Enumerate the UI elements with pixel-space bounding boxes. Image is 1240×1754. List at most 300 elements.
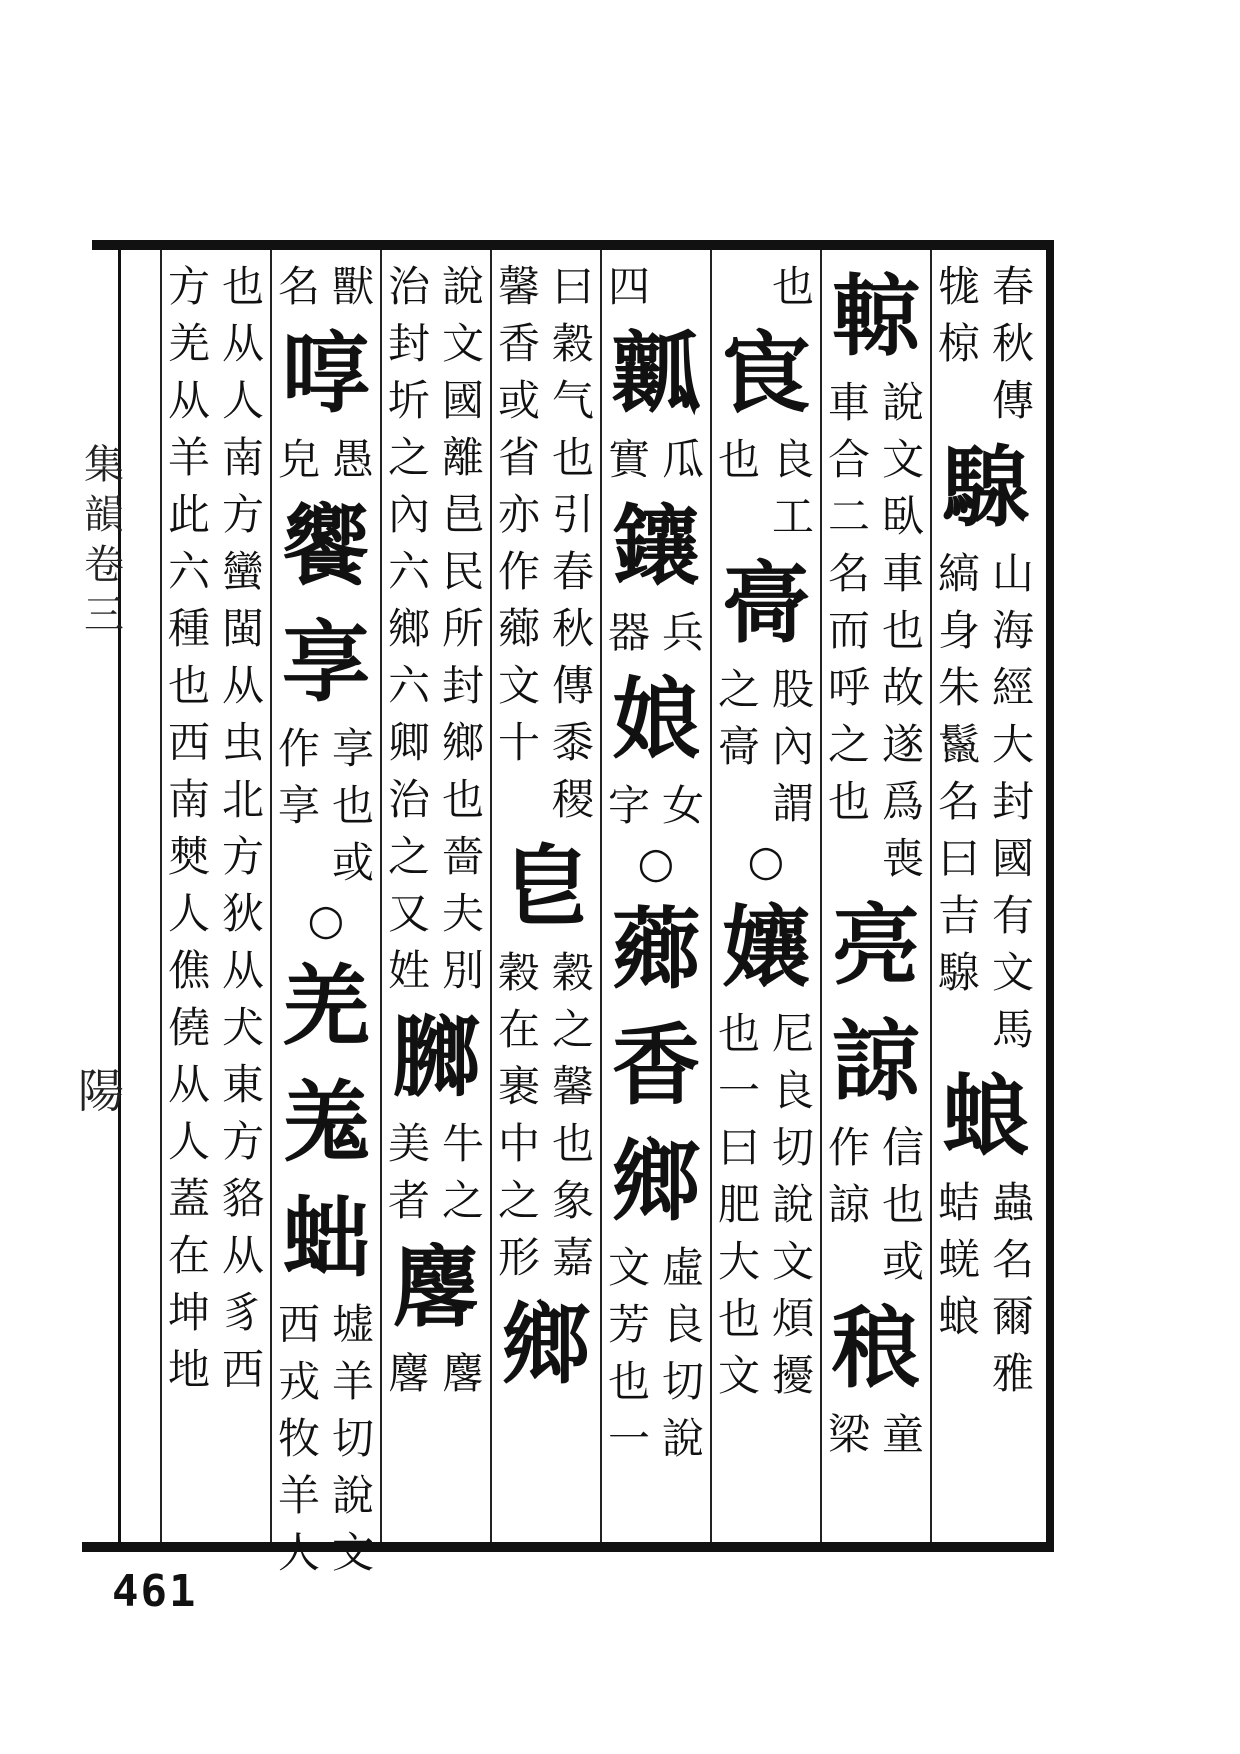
annotation-right-line	[546, 258, 600, 828]
annotation-character: 文	[331, 1528, 374, 1577]
head-character: 膷	[391, 1005, 480, 1109]
annotation-character: 之	[551, 1005, 594, 1054]
annotation-character: 羊	[331, 1357, 374, 1406]
margin-title	[84, 440, 124, 640]
annotation	[272, 1296, 380, 1581]
annotation-character: 蛣	[937, 1178, 980, 1227]
annotation-character: 皃	[277, 435, 320, 484]
annotation-right-line	[986, 258, 1040, 429]
annotation-right-line	[986, 545, 1040, 1058]
head-entry	[932, 429, 1040, 545]
annotation-character: 文	[497, 661, 540, 710]
annotation-left-line	[162, 258, 216, 1398]
annotation-character: 形	[497, 1233, 540, 1282]
annotation-character: 南	[221, 433, 264, 482]
annotation-right-line	[656, 604, 710, 661]
annotation	[602, 431, 710, 488]
head-character: 稂	[831, 1296, 920, 1400]
annotation-character: 煩	[771, 1294, 814, 1343]
annotation-character: 尼	[771, 1009, 814, 1058]
annotation-character: 閩	[221, 604, 264, 653]
head-entry	[822, 887, 930, 1119]
annotation-left-line	[932, 1174, 986, 1402]
annotation-character: 切	[331, 1414, 374, 1463]
annotation-character: 引	[551, 490, 594, 539]
annotation-left-line	[382, 258, 436, 999]
annotation-character: 字	[607, 781, 650, 830]
annotation-character: 說	[881, 378, 924, 427]
margin-title-character: 三	[84, 592, 124, 638]
annotation-character: 身	[937, 606, 980, 655]
annotation-character: 秋	[551, 604, 594, 653]
head-character: 孃	[721, 895, 810, 999]
annotation-character: 曰	[717, 1123, 760, 1172]
annotation-character: 文	[991, 948, 1034, 997]
text-column	[272, 258, 380, 1577]
annotation-character: 傳	[551, 661, 594, 710]
annotation-right-line	[876, 374, 930, 887]
annotation	[712, 1005, 820, 1404]
text-column	[932, 258, 1040, 1538]
annotation-character: 童	[881, 1410, 924, 1459]
annotation-character: 車	[827, 378, 870, 427]
head-character: 鄉	[611, 1129, 700, 1233]
annotation-left-line	[712, 1005, 766, 1404]
annotation-character: 朱	[937, 663, 980, 712]
annotation-character: 稷	[551, 775, 594, 824]
head-character: 亮	[831, 893, 920, 997]
head-character: 羌	[281, 954, 370, 1058]
annotation-character: 一	[717, 1066, 760, 1115]
annotation-left-line	[272, 431, 326, 488]
annotation-character: 也	[881, 1180, 924, 1229]
head-character: 羗	[281, 1070, 370, 1174]
head-character: 䖦	[281, 1186, 370, 1290]
margin-title-character: 集	[84, 442, 124, 488]
annotation-left-line	[602, 1239, 656, 1467]
annotation-character: 騡	[937, 948, 980, 997]
annotation-right-line	[766, 431, 820, 545]
annotation-character: 治	[387, 775, 430, 824]
annotation-character: 兵	[661, 608, 704, 657]
annotation-character: 文	[607, 1243, 650, 1292]
annotation-right-line	[656, 258, 710, 315]
annotation-character: 者	[387, 1176, 430, 1225]
margin-title-character: 卷	[84, 542, 124, 588]
annotation-character: 羊	[277, 1471, 320, 1520]
rhyme-group-marker: ○	[307, 895, 345, 944]
annotation-character: 薌	[497, 604, 540, 653]
annotation-character: 也	[551, 1119, 594, 1168]
annotation-character: 椋	[937, 319, 980, 368]
annotation	[382, 258, 490, 999]
annotation-character: 方	[221, 490, 264, 539]
annotation-left-line	[492, 258, 546, 828]
annotation	[382, 1115, 490, 1229]
annotation-character: 所	[441, 604, 484, 653]
annotation-character: 坤	[167, 1288, 210, 1337]
text-column	[382, 258, 490, 1538]
annotation-character: 也	[881, 606, 924, 655]
annotation-left-line	[602, 604, 656, 661]
annotation-character: 也	[441, 775, 484, 824]
annotation-character: 作	[277, 724, 320, 773]
annotation-character: 西	[277, 1300, 320, 1349]
annotation-character: 从	[221, 319, 264, 368]
annotation-character: 獸	[331, 262, 374, 311]
annotation-character: 二	[827, 492, 870, 541]
annotation-character: 省	[497, 433, 540, 482]
annotation-character: 之	[387, 433, 430, 482]
annotation-character: 也	[717, 1294, 760, 1343]
annotation-character: 別	[441, 946, 484, 995]
annotation-character: 臥	[881, 492, 924, 541]
annotation-character: 从	[221, 661, 264, 710]
annotation-left-line	[602, 258, 656, 315]
head-entry	[932, 1058, 1040, 1174]
annotation-character: 故	[881, 663, 924, 712]
annotation-character: 名	[991, 1235, 1034, 1284]
annotation-character: 遂	[881, 720, 924, 769]
head-entry	[712, 889, 820, 1005]
annotation	[272, 258, 380, 315]
annotation-character: 文	[441, 319, 484, 368]
annotation-character: 黍	[551, 718, 594, 767]
annotation-character: 在	[167, 1231, 210, 1280]
annotation-character: 羊	[167, 433, 210, 482]
annotation-character: 大	[991, 720, 1034, 769]
annotation-character: 馨	[497, 262, 540, 311]
annotation-character: 工	[771, 492, 814, 541]
head-entry	[712, 315, 820, 431]
text-column	[822, 258, 930, 1538]
annotation-left-line	[382, 1115, 436, 1229]
annotation-right-line	[766, 1005, 820, 1404]
annotation-character: 䯧	[717, 722, 760, 771]
annotation-character: 貉	[221, 1174, 264, 1223]
annotation-character: 股	[771, 665, 814, 714]
annotation-character: 器	[607, 608, 650, 657]
head-entry	[382, 999, 490, 1115]
annotation	[822, 1119, 930, 1290]
annotation-character: 在	[497, 1005, 540, 1054]
annotation-character: 國	[441, 376, 484, 425]
annotation-character: 作	[827, 1123, 870, 1172]
annotation-character: 呼	[827, 663, 870, 712]
annotation-character: 封	[441, 661, 484, 710]
annotation-character: 从	[167, 376, 210, 425]
head-character: 皀	[501, 834, 590, 938]
annotation-character: 墟	[331, 1300, 374, 1349]
annotation-character: 之	[717, 665, 760, 714]
annotation-right-line	[326, 431, 380, 488]
annotation-character: 人	[221, 376, 264, 425]
annotation-character: 民	[441, 547, 484, 596]
annotation-left-line	[932, 258, 986, 429]
rhyme-group-marker: ○	[747, 836, 785, 885]
annotation-character: 方	[167, 262, 210, 311]
annotation-character: 裹	[497, 1062, 540, 1111]
annotation-character: 良	[661, 1300, 704, 1349]
head-entry	[822, 258, 930, 374]
head-character: 薌	[611, 897, 700, 1001]
annotation-character: 嘉	[551, 1233, 594, 1282]
annotation-character: 象	[551, 1176, 594, 1225]
head-entry	[602, 891, 710, 1123]
annotation-character: 女	[661, 781, 704, 830]
head-entry	[272, 948, 380, 1296]
annotation	[272, 720, 380, 891]
annotation-character: 名	[937, 777, 980, 826]
annotation-character: 牛	[441, 1119, 484, 1168]
head-character: 鄉	[501, 1292, 590, 1396]
annotation-character: 卿	[387, 718, 430, 767]
annotation-character: 蜋	[937, 1292, 980, 1341]
annotation	[932, 545, 1040, 1058]
annotation-character: 而	[827, 606, 870, 655]
annotation-character: 享	[331, 724, 374, 773]
annotation-character: 瓜	[661, 435, 704, 484]
annotation	[162, 258, 270, 1398]
annotation-right-line	[656, 1239, 710, 1467]
annotation	[602, 258, 710, 315]
head-character: 娘	[611, 667, 700, 771]
annotation-character: 麐	[387, 1349, 430, 1398]
annotation-right-line	[216, 258, 270, 1398]
annotation-character: 縞	[937, 549, 980, 598]
annotation-character: 之	[497, 1176, 540, 1225]
text-column	[602, 258, 710, 1538]
head-entry	[712, 545, 820, 661]
annotation-character: 離	[441, 433, 484, 482]
annotation	[712, 258, 820, 315]
annotation-character: 虛	[661, 1243, 704, 1292]
head-character: 騡	[941, 435, 1030, 539]
head-character: 䯧	[721, 551, 810, 655]
annotation-character: 爲	[881, 777, 924, 826]
annotation-left-line	[272, 720, 326, 891]
annotation-character: 也	[221, 262, 264, 311]
annotation-character: 地	[167, 1345, 210, 1394]
annotation-character: 姓	[387, 946, 430, 995]
head-entry	[602, 1123, 710, 1239]
annotation-character: 之	[387, 832, 430, 881]
head-character: 啍	[281, 321, 370, 425]
annotation-character: 豸	[221, 1288, 264, 1337]
annotation-character: 人	[167, 1117, 210, 1166]
annotation-left-line	[822, 1119, 876, 1290]
annotation-character: 十	[497, 718, 540, 767]
annotation-right-line	[876, 1119, 930, 1290]
annotation-character: 也	[717, 1009, 760, 1058]
annotation-left-line	[712, 258, 766, 315]
annotation-right-line	[656, 777, 710, 834]
annotation-character: 享	[277, 781, 320, 830]
annotation-character: 治	[387, 262, 430, 311]
head-entry	[492, 828, 600, 944]
annotation-character: 車	[881, 549, 924, 598]
annotation-right-line	[436, 258, 490, 999]
annotation-character: 內	[387, 490, 430, 539]
annotation-character: 良	[771, 1066, 814, 1115]
annotation-character: 狄	[221, 889, 264, 938]
annotation-character: 名	[277, 262, 320, 311]
annotation-character: 圻	[387, 376, 430, 425]
annotation-left-line	[382, 1345, 436, 1402]
frame-bottom-border	[82, 1542, 1054, 1552]
annotation-character: 人	[277, 1528, 320, 1577]
annotation-character: 鬣	[937, 720, 980, 769]
annotation-character: 鄉	[387, 604, 430, 653]
annotation-character: 气	[551, 376, 594, 425]
annotation-character: 也	[167, 661, 210, 710]
annotation-character: 牻	[937, 262, 980, 311]
annotation-character: 曰	[937, 834, 980, 883]
annotation-character: 也	[331, 781, 374, 830]
head-character: 諒	[831, 1009, 920, 1113]
annotation-character: 梁	[827, 1410, 870, 1459]
annotation-character: 北	[221, 775, 264, 824]
head-entry	[602, 315, 710, 431]
annotation-character: 封	[387, 319, 430, 368]
annotation-character: 六	[167, 547, 210, 596]
annotation-character: 僬	[167, 946, 210, 995]
annotation-character: 切	[661, 1357, 704, 1406]
annotation-character: 說	[661, 1414, 704, 1463]
annotation-character: 說	[441, 262, 484, 311]
annotation-left-line	[822, 374, 876, 887]
annotation-character: 也	[551, 433, 594, 482]
head-character: 香	[611, 1013, 700, 1117]
annotation-left-line	[492, 944, 546, 1286]
annotation-character: 也	[771, 262, 814, 311]
annotation-character: 爾	[991, 1292, 1034, 1341]
annotation-character: 方	[221, 832, 264, 881]
annotation-character: 謂	[771, 779, 814, 828]
annotation-left-line	[932, 545, 986, 1058]
annotation-character: 吉	[937, 891, 980, 940]
annotation-character: 諒	[827, 1180, 870, 1229]
text-column	[712, 258, 820, 1538]
head-entry	[272, 488, 380, 720]
annotation-character: 嗇	[441, 832, 484, 881]
annotation-character: 說	[331, 1471, 374, 1520]
annotation-character: 有	[991, 891, 1034, 940]
annotation-character: 僥	[167, 1003, 210, 1052]
annotation-character: 虫	[221, 718, 264, 767]
annotation	[272, 431, 380, 488]
annotation	[822, 374, 930, 887]
annotation-character: 良	[771, 435, 814, 484]
annotation-character: 大	[717, 1237, 760, 1286]
head-character: 㝗	[721, 321, 810, 425]
frame-top-border	[92, 240, 1054, 250]
annotation-right-line	[546, 944, 600, 1286]
head-entry	[602, 488, 710, 604]
annotation	[932, 258, 1040, 429]
annotation-character: 蠻	[221, 547, 264, 596]
annotation-character: 一	[607, 1414, 650, 1463]
annotation-character: 西	[221, 1345, 264, 1394]
annotation-character: 亦	[497, 490, 540, 539]
head-entry	[822, 1290, 930, 1406]
annotation-character: 从	[167, 1060, 210, 1109]
annotation-character: 西	[167, 718, 210, 767]
annotation-right-line	[326, 258, 380, 315]
annotation-character: 名	[827, 549, 870, 598]
annotation-character: 或	[497, 376, 540, 425]
annotation-character: 也	[717, 435, 760, 484]
head-character: 鑲	[611, 494, 700, 598]
annotation-character: 穀	[551, 948, 594, 997]
annotation-character: 蟲	[991, 1178, 1034, 1227]
annotation-right-line	[766, 661, 820, 832]
annotation-character: 海	[991, 606, 1034, 655]
annotation-character: 或	[881, 1237, 924, 1286]
annotation-character: 僰	[167, 832, 210, 881]
annotation	[712, 661, 820, 832]
annotation-character: 作	[497, 547, 540, 596]
annotation-character: 合	[827, 435, 870, 484]
annotation-character: 說	[771, 1180, 814, 1229]
annotation	[602, 1239, 710, 1467]
annotation-character: 牧	[277, 1414, 320, 1463]
head-character: 饗	[281, 494, 370, 598]
annotation-character: 又	[387, 889, 430, 938]
annotation-character: 美	[387, 1119, 430, 1168]
text-column	[162, 258, 270, 1538]
annotation-character: 愚	[331, 435, 374, 484]
annotation-character: 穀	[497, 948, 540, 997]
annotation-character: 此	[167, 490, 210, 539]
annotation-character: 也	[827, 777, 870, 826]
head-entry	[382, 1229, 490, 1345]
annotation-character: 內	[771, 722, 814, 771]
frame-right-border	[1046, 240, 1054, 1552]
annotation-character: 文	[717, 1351, 760, 1400]
annotation-character: 从	[221, 1231, 264, 1280]
annotation-left-line	[822, 1406, 876, 1463]
annotation-right-line	[986, 1174, 1040, 1402]
annotation	[492, 944, 600, 1286]
annotation-character: 戎	[277, 1357, 320, 1406]
annotation-character: 切	[771, 1123, 814, 1172]
annotation-right-line	[766, 258, 820, 315]
page-number: 461	[112, 1566, 198, 1617]
annotation-right-line	[436, 1345, 490, 1402]
annotation-character: 也	[607, 1357, 650, 1406]
annotation-character: 芳	[607, 1300, 650, 1349]
annotation-character: 羌	[167, 319, 210, 368]
annotation-character: 擾	[771, 1351, 814, 1400]
annotation-character: 山	[991, 549, 1034, 598]
annotation-character: 中	[497, 1119, 540, 1168]
annotation-character: 東	[221, 1060, 264, 1109]
annotation	[602, 604, 710, 661]
head-character: 享	[281, 610, 370, 714]
head-character: 瓤	[611, 321, 700, 425]
annotation	[932, 1174, 1040, 1402]
annotation-character: 實	[607, 435, 650, 484]
annotation-character: 蓋	[167, 1174, 210, 1223]
annotation-left-line	[272, 1296, 326, 1581]
annotation-character: 方	[221, 1117, 264, 1166]
annotation-character: 喪	[881, 834, 924, 883]
annotation-character: 夫	[441, 889, 484, 938]
head-character: 輬	[831, 264, 920, 368]
annotation-character: 國	[991, 834, 1034, 883]
annotation-character: 从	[221, 946, 264, 995]
